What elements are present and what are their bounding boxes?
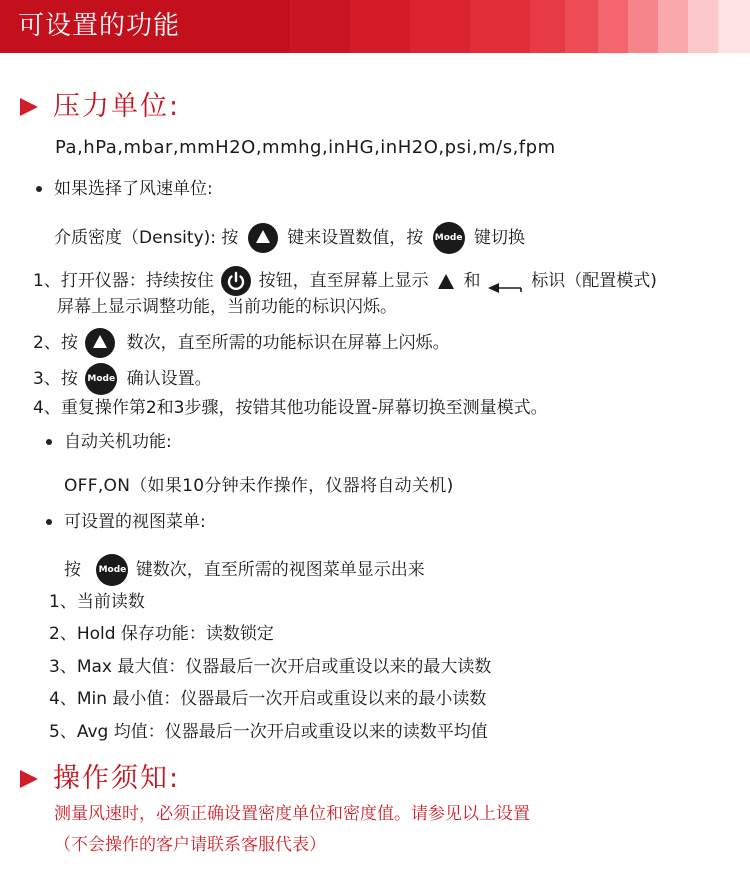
- pressure-heading: 压力单位:: [53, 91, 181, 122]
- step-4: 4、重复操作第2和3步骤，按错其他功能设置-屏幕切换至测量模式。: [33, 398, 548, 418]
- title-banner: [0, 0, 750, 53]
- step-2-suffix: 数次，直至所需的功能标识在屏幕上闪烁。: [126, 333, 450, 353]
- list-item: 4、Min 最小值：仪器最后一次开启或重设以来的最小读数: [49, 689, 487, 709]
- banner-stripe: [688, 0, 718, 53]
- density-mid: 键来设置数值，按: [287, 228, 424, 248]
- power-button-icon: [221, 266, 251, 296]
- step-2-prefix: 2、按: [33, 333, 78, 353]
- view-menu-label: 可设置的视图菜单:: [64, 512, 206, 532]
- step-1: [33, 266, 657, 296]
- section-arrow-icon: [20, 98, 38, 116]
- list-item: 2、Hold 保存功能：读数锁定: [49, 624, 274, 644]
- mode-button-icon: Mode: [85, 363, 117, 395]
- section-arrow-icon: [20, 770, 38, 788]
- step-3-prefix: 3、按: [33, 369, 78, 389]
- banner-stripe: [290, 0, 350, 53]
- banner-stripe: [530, 0, 565, 53]
- banner-stripe: [628, 0, 658, 53]
- banner-stripe: [658, 0, 688, 53]
- view-menu-prefix: 按: [64, 560, 81, 580]
- step-1-line-2: 屏幕上显示调整功能，当前功能的标识闪烁。: [57, 297, 397, 317]
- auto-off-label: 自动关机功能:: [64, 432, 172, 452]
- density-prefix: 介质密度（Density): 按: [54, 228, 239, 248]
- density-line: [54, 222, 525, 254]
- notes-line-2: （不会操作的客户请联系客服代表）: [54, 835, 326, 855]
- notes-heading: 操作须知:: [53, 763, 181, 794]
- view-menu-suffix: 键数次，直至所需的视图菜单显示出来: [135, 560, 425, 580]
- list-item: 5、Avg 均值：仪器最后一次开启或重设以来的读数平均值: [49, 722, 488, 742]
- bullet-dot: [46, 439, 52, 445]
- step-3-suffix: 确认设置。: [126, 369, 212, 389]
- triangle-indicator-icon: [438, 274, 454, 289]
- list-item: 3、Max 最大值：仪器最后一次开启或重设以来的最大读数: [49, 657, 492, 677]
- bullet-dot: [46, 519, 52, 525]
- banner-stripe: [598, 0, 628, 53]
- banner-stripe: [350, 0, 410, 53]
- wind-unit-label: 如果选择了风速单位:: [54, 179, 213, 199]
- density-suffix: 键切换: [474, 228, 526, 248]
- step-2: [33, 328, 450, 358]
- banner-stripe: [410, 0, 470, 53]
- page-title: 可设置的功能: [18, 11, 181, 41]
- step-1-suffix: 标识（配置模式): [531, 271, 657, 291]
- banner-stripe: [718, 0, 750, 53]
- arrow-indicator-icon: [488, 276, 524, 286]
- step-3: [33, 363, 212, 395]
- auto-off-value: OFF,ON（如果10分钟未作操作，仪器将自动关机): [64, 476, 454, 496]
- view-menu-instruction: [64, 554, 425, 586]
- list-item: 1、当前读数: [49, 592, 145, 612]
- notes-line-1: 测量风速时，必须正确设置密度单位和密度值。请参见以上设置: [54, 804, 530, 824]
- bullet-dot: [36, 186, 42, 192]
- pressure-units: Pa,hPa,mbar,mmH2O,mmhg,inHG,inH2O,psi,m/s,fpm: [55, 137, 556, 158]
- step-1-mid: 按钮，直至屏幕上显示: [258, 271, 429, 291]
- up-arrow-button-icon: [85, 328, 115, 358]
- step-1-and: 和: [463, 271, 481, 291]
- mode-button-icon: Mode: [433, 222, 465, 254]
- banner-stripe: [470, 0, 530, 53]
- mode-button-icon: Mode: [96, 554, 128, 586]
- banner-stripe: [565, 0, 598, 53]
- up-arrow-button-icon: [248, 223, 278, 253]
- step-1-prefix: 1、打开仪器：持续按住: [33, 271, 214, 291]
